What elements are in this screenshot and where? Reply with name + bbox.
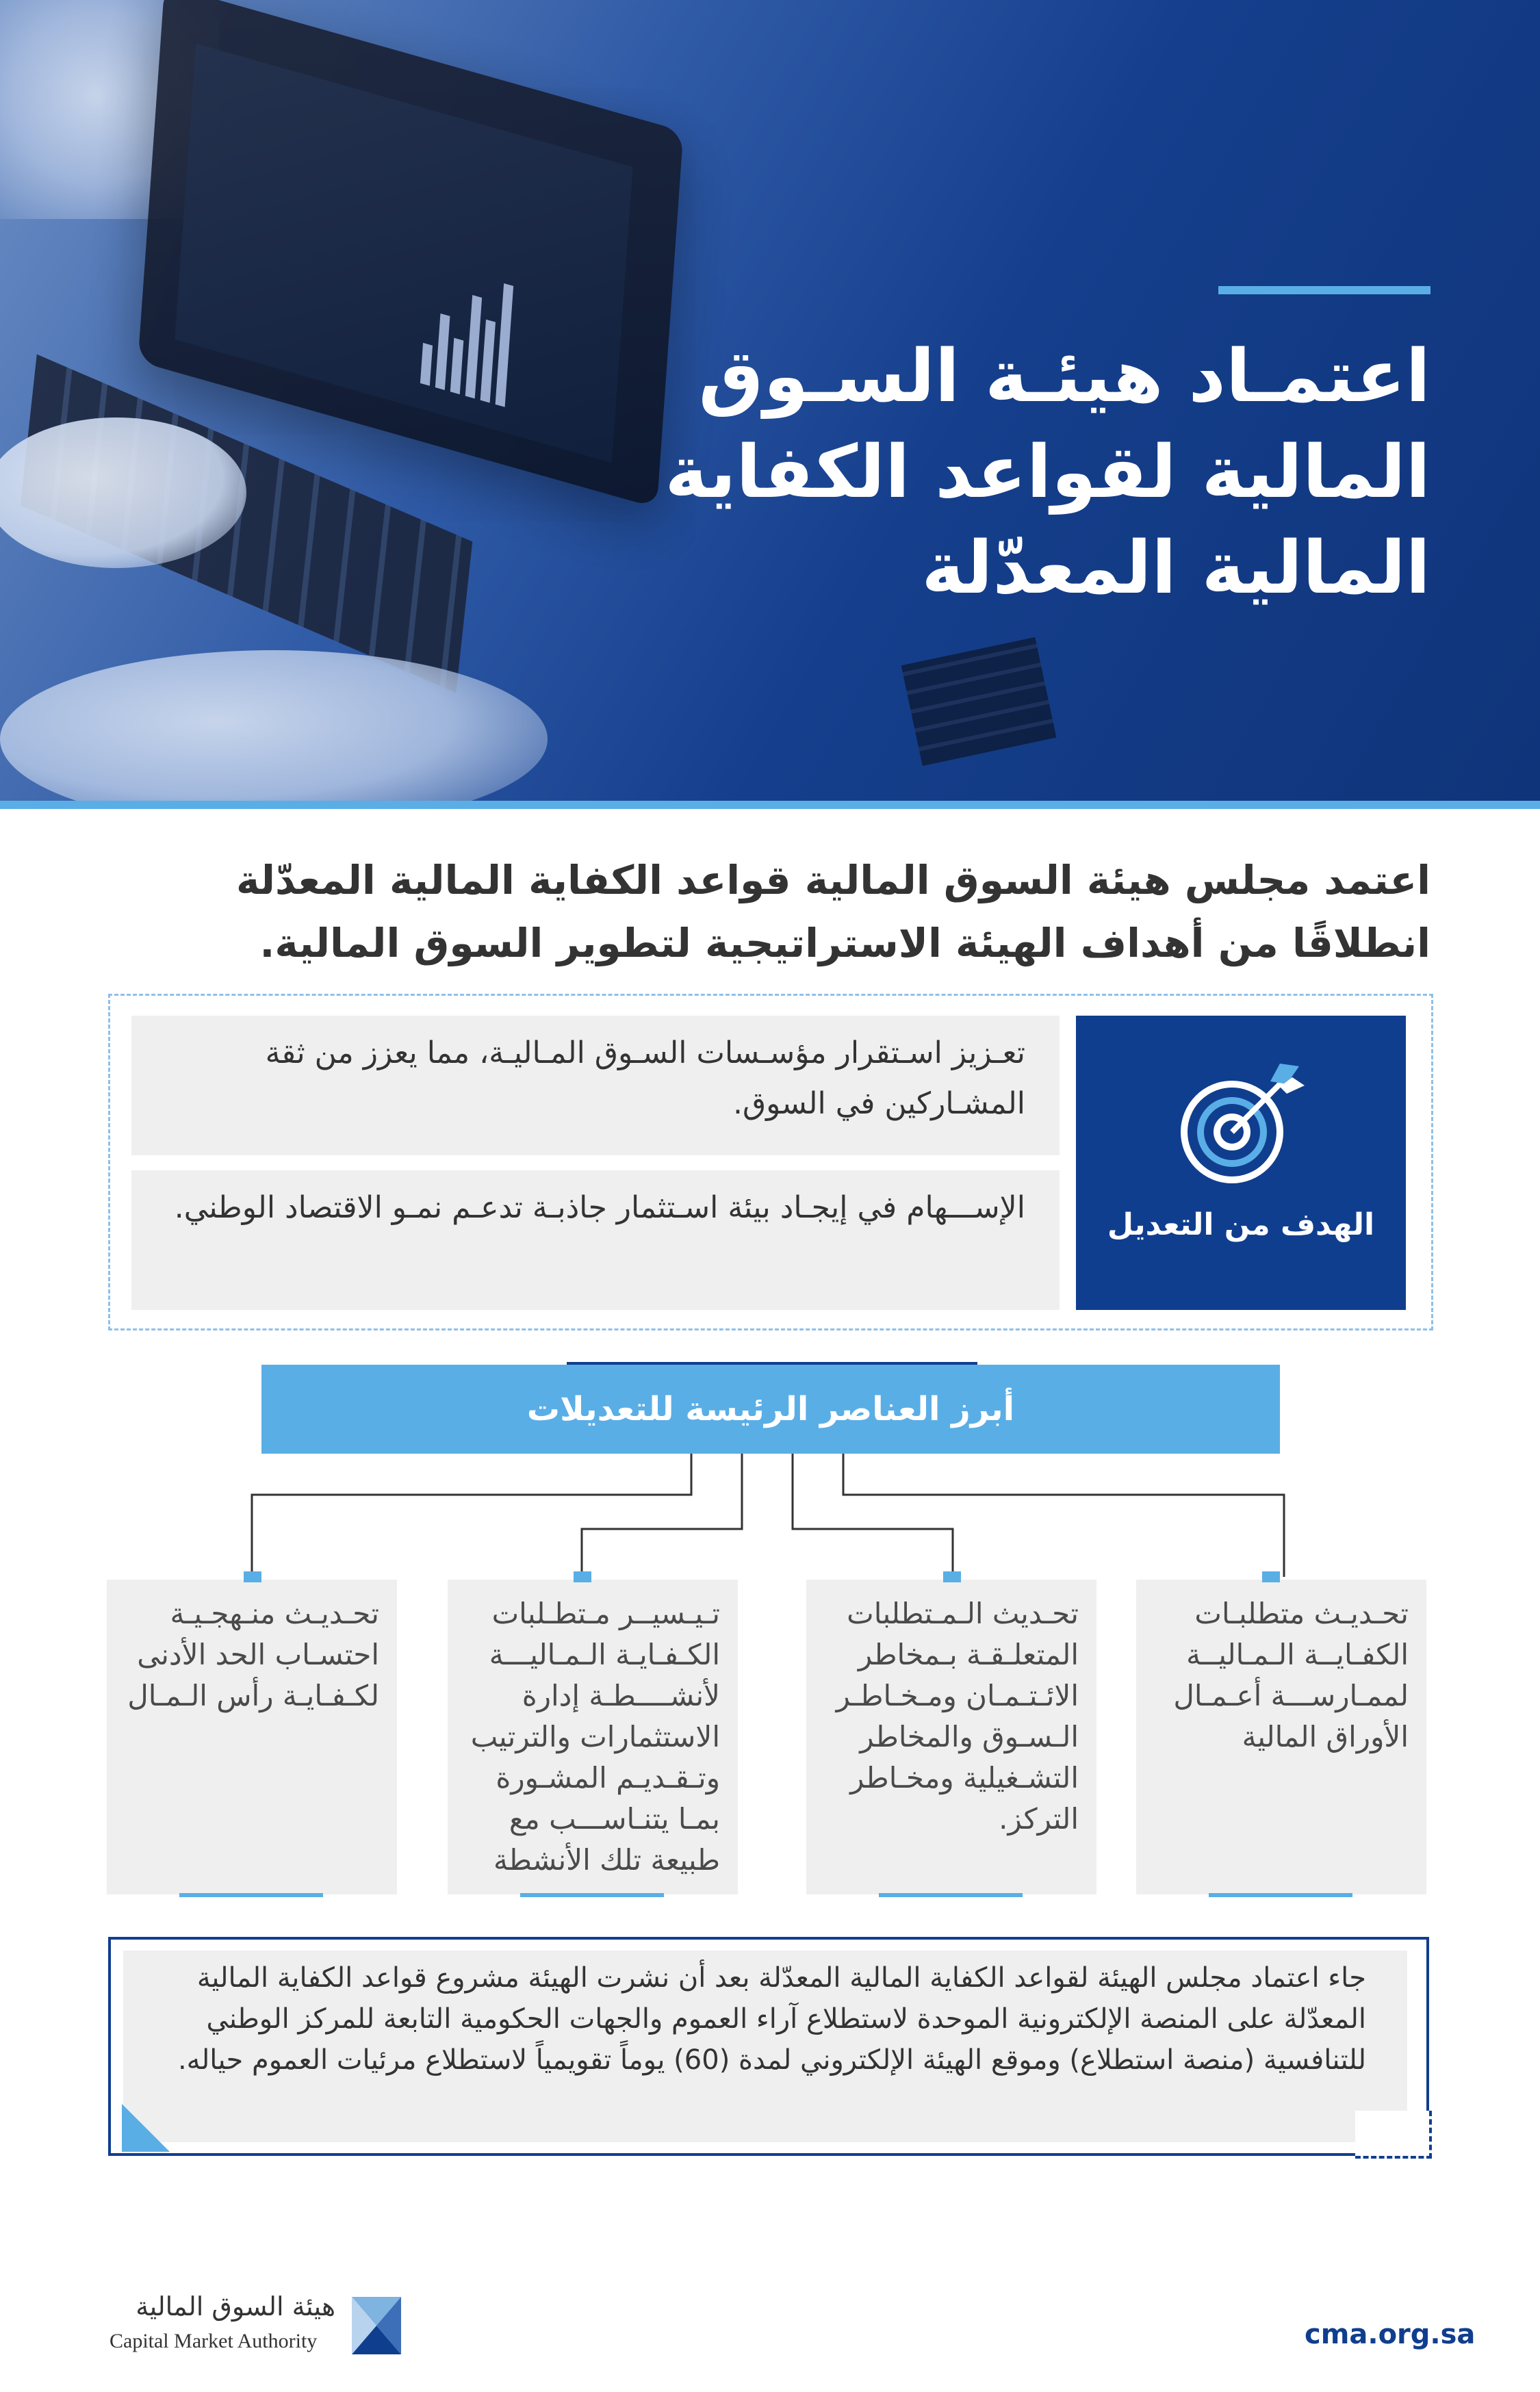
note-corner-triangle [122,2104,170,2152]
card-bottom-bar [879,1893,1023,1897]
card-bottom-bar [179,1893,323,1897]
hero-photo-calculator [901,637,1057,766]
target-icon [1177,1057,1307,1187]
element-card [1136,1580,1426,1894]
cma-logo-icon [349,2294,404,2357]
element-card [806,1580,1096,1894]
hero-banner [0,0,1540,801]
element-card-text: تـيـسيــر مـتطـلبات الكـفـايـة الـمـاليـــة لأنشــــطـة إدارة الاستثمارات والترتيب وتـقـديـم المشـورة بمـا يتنـاســـب مع طبيعة تلك الأنشطة [470,1597,720,1877]
card-bottom-bar [1209,1893,1352,1897]
page-title [609,329,1430,616]
footer-org-arabic: هيئة السوق المالية [136,2291,335,2322]
connector-lines [0,1454,1540,1591]
note-corner-dashes [1355,2111,1432,2159]
card-bottom-bar [520,1893,664,1897]
hero-photo-arm [0,650,548,801]
title-line: المالية لقواعد الكفاية [665,430,1430,514]
card-notch [1262,1571,1280,1582]
goal-label: الهدف من التعديل [1107,1207,1375,1242]
element-card-text: تحـديث الـمـتطلبات المتعلـقـة بـمخاطر الائـتـمـان ومـخـاطـر الـسـوق والمخاطر التشـغيلية ومخـاطر التركز. [836,1597,1079,1836]
goal-box [1076,1016,1406,1310]
note-text: جاء اعتماد مجلس الهيئة لقواعد الكفاية المالية المعدّلة بعد أن نشرت الهيئة مشروع قواعد الكفاية المالية المعدّلة على المنصة الإلكترونية الموحدة لاستطلاع آراء العموم والجهات الحكومية التابعة للمركز الوطني للتنافسية (منصة استطلاع) وموقع الهيئة الإلكتروني لمدة (60) يوماً تقويمياً لاستطلاع مرئيات العموم حياله. [123,1951,1407,2142]
title-line: اعتمـاد هيئـة السـوق [698,334,1430,418]
card-notch [574,1571,591,1582]
goal-item: الإســـهام في إيجـاد بيئة اسـتثمار جاذبـة تدعـم نمـو الاقتصاد الوطني. [131,1170,1060,1310]
card-notch [244,1571,261,1582]
elements-header [261,1365,1280,1454]
hero-divider [0,801,1540,809]
element-card [107,1580,397,1894]
hero-photo-screen-chart [420,262,519,409]
element-card-text: تحـديـث متطلبـات الكفـايــة الـمـاليــة لممـارســـة أعـمـال الأوراق المالية [1173,1597,1409,1753]
elements-header-label: أبرز العناصر الرئيسة للتعديلات [526,1390,1015,1428]
element-card-text: تحـديـث منـهجـيـة احتسـاب الحد الأدنى لكـفـايـة رأس الـمـال [127,1597,379,1712]
element-card [448,1580,738,1894]
card-notch [943,1571,961,1582]
footer-org-english: Capital Market Authority [110,2330,318,2352]
footer-url[interactable]: cma.org.sa [1305,2319,1476,2350]
title-line: المالية المعدّلة [921,526,1430,610]
intro-text: اعتمد مجلس هيئة السوق المالية قواعد الكفاية المالية المعدّلة انطلاقًا من أهداف الهيئة الاستراتيجية لتطوير السوق المالية. [236,857,1430,966]
goal-item: تعـزيز اسـتقرار مؤسـسات السـوق المـاليـة، مما يعزز من ثقة المشـاركين في السوق. [131,1016,1060,1155]
title-accent-bar [1218,286,1430,294]
